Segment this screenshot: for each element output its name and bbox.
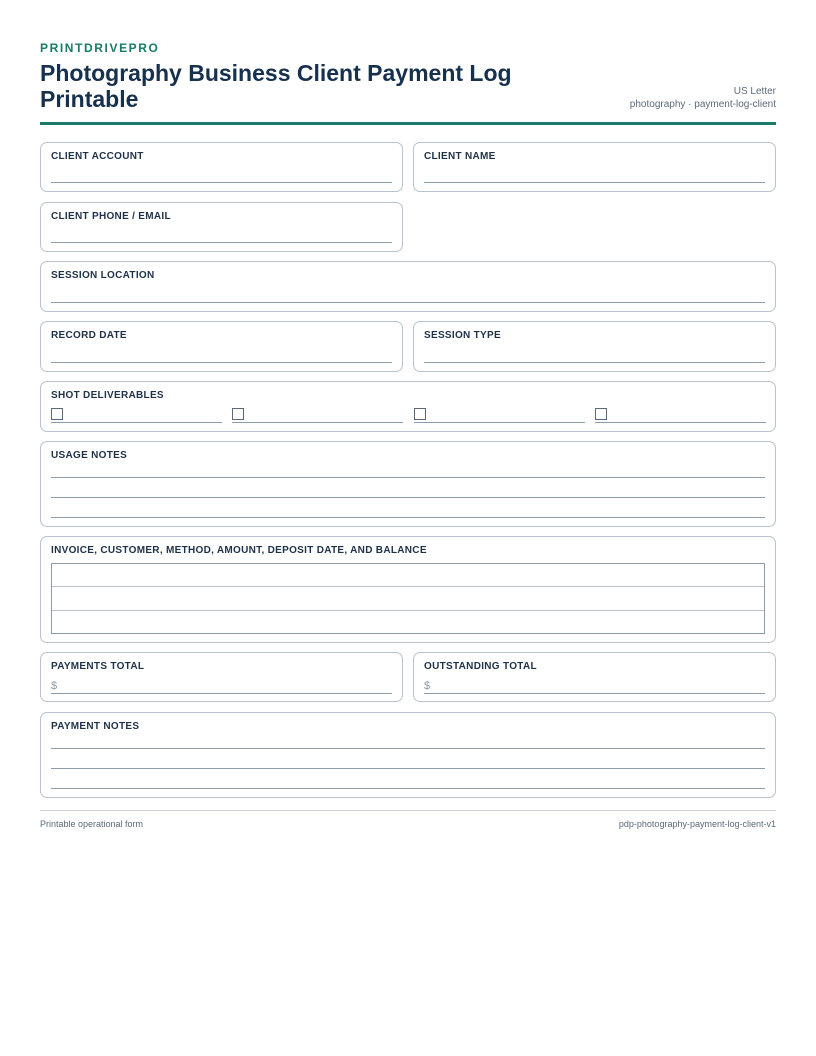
record-date-line[interactable] xyxy=(51,362,392,363)
table-row[interactable] xyxy=(52,611,764,634)
checkbox-icon[interactable] xyxy=(232,408,244,420)
payment-notes-field[interactable] xyxy=(40,712,776,798)
paper-size: US Letter xyxy=(733,86,776,97)
document-tags: photography · payment-log-client xyxy=(629,99,776,110)
client-account-label: CLIENT ACCOUNT xyxy=(51,151,144,162)
header-divider xyxy=(40,122,776,125)
client-name-label: CLIENT NAME xyxy=(424,151,496,162)
payment-table xyxy=(51,563,765,634)
payment-notes-line[interactable] xyxy=(51,748,765,749)
checkbox-icon[interactable] xyxy=(595,408,607,420)
client-name-line[interactable] xyxy=(424,182,765,183)
brand-name: PRINTDRIVEPRO xyxy=(40,41,160,55)
outstanding-total-line[interactable] xyxy=(424,693,765,694)
deliverable-item-2[interactable] xyxy=(232,407,403,423)
usage-notes-field[interactable] xyxy=(40,441,776,527)
client-account-line[interactable] xyxy=(51,182,392,183)
record-date-field[interactable] xyxy=(40,321,403,372)
usage-notes-line[interactable] xyxy=(51,497,765,498)
client-contact-line[interactable] xyxy=(51,242,392,243)
session-type-line[interactable] xyxy=(424,362,765,363)
shot-deliverables-label: SHOT DELIVERABLES xyxy=(51,390,164,401)
checkbox-icon[interactable] xyxy=(51,408,63,420)
currency-symbol: $ xyxy=(424,680,431,692)
session-location-field[interactable] xyxy=(40,261,776,312)
payments-total-label: PAYMENTS TOTAL xyxy=(51,661,145,672)
payment-notes-line[interactable] xyxy=(51,788,765,789)
payment-table-section xyxy=(40,536,776,643)
payments-total-line[interactable] xyxy=(51,693,392,694)
currency-symbol: $ xyxy=(51,680,58,692)
table-row[interactable] xyxy=(52,587,764,610)
deliverable-item-4[interactable] xyxy=(595,407,766,423)
usage-notes-label: USAGE NOTES xyxy=(51,450,128,461)
client-contact-field[interactable] xyxy=(40,202,403,252)
footer-divider xyxy=(40,810,776,811)
shot-deliverables-field xyxy=(40,381,776,432)
payments-total-field[interactable] xyxy=(40,652,403,702)
form-id: pdp-photography-payment-log-client-v1 xyxy=(618,819,776,829)
session-location-line[interactable] xyxy=(51,302,765,303)
payment-notes-label: PAYMENT NOTES xyxy=(51,721,140,732)
session-type-field[interactable] xyxy=(413,321,776,372)
checkbox-icon[interactable] xyxy=(414,408,426,420)
footer-left-text: Printable operational form xyxy=(40,819,144,829)
deliverable-item-3[interactable] xyxy=(414,407,585,423)
document-meta xyxy=(630,85,776,111)
client-account-field[interactable] xyxy=(40,142,403,192)
usage-notes-line[interactable] xyxy=(51,517,765,518)
client-contact-label: CLIENT PHONE / EMAIL xyxy=(51,211,171,222)
client-name-field[interactable] xyxy=(413,142,776,192)
payment-table-label: INVOICE, CUSTOMER, METHOD, AMOUNT, DEPOSIT DATE, AND BALANCE xyxy=(51,545,427,556)
session-type-label: SESSION TYPE xyxy=(424,330,501,341)
session-location-label: SESSION LOCATION xyxy=(51,270,155,281)
record-date-label: RECORD DATE xyxy=(51,330,127,341)
outstanding-total-label: OUTSTANDING TOTAL xyxy=(424,661,537,672)
payment-notes-line[interactable] xyxy=(51,768,765,769)
page-title: Photography Business Client Payment Log Printable xyxy=(40,60,512,112)
usage-notes-line[interactable] xyxy=(51,477,765,478)
deliverable-item-1[interactable] xyxy=(51,407,222,423)
outstanding-total-field[interactable] xyxy=(413,652,776,702)
table-row[interactable] xyxy=(52,564,764,587)
